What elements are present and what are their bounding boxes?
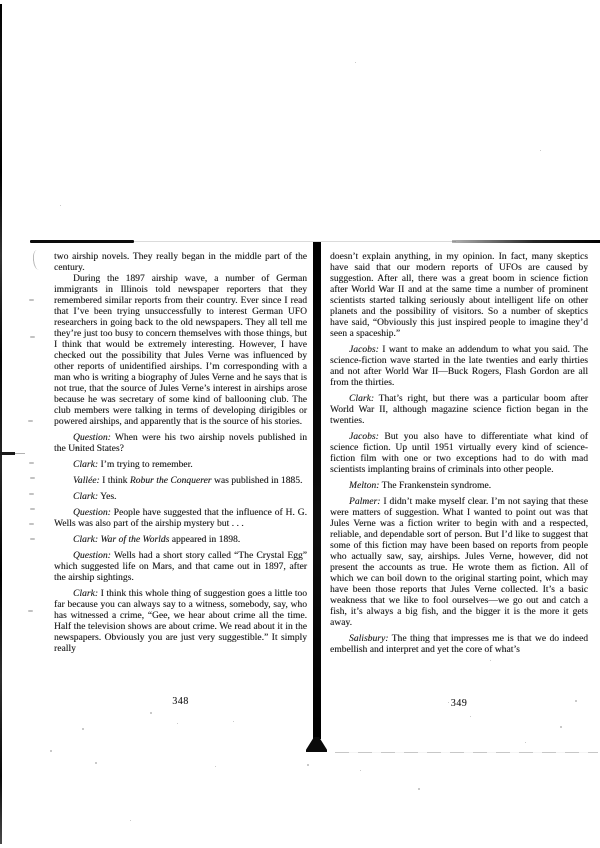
paragraph [330, 432, 588, 476]
margin-tick-mark [29, 493, 34, 495]
left-page-text [54, 252, 307, 655]
scan-bottom-edge-line [335, 752, 598, 753]
paragraph-italic-segment: Robur the Conquerer [129, 476, 212, 486]
paragraph-italic-segment: Question: [73, 433, 111, 443]
scan-speck [95, 762, 97, 764]
paragraph-italic-segment: Jacobs: [349, 432, 379, 442]
paragraph-italic-segment: Question: [73, 551, 111, 561]
scan-speck [150, 712, 152, 714]
margin-tick-mark [30, 538, 35, 540]
paragraph [54, 433, 307, 455]
scan-top-edge-line-right [452, 240, 600, 243]
paragraph-italic-segment: Melton: [349, 481, 380, 491]
scan-speck [50, 750, 52, 752]
paragraph-text-segment: I didn’t make myself clear. I’m not saying that these were matters of suggestion. What I wanted to point out was that Jules Verne was a fiction writer to begin with and a respected, reliable, and dependable sort of person. But I’d like to suggest that some of this fiction may have been based on reports from people who actually saw, say, airships. Jules Verne, however, did not present the accounts as true. He wrote them as fiction. All of which we can boil down to the original starting point, which may have been those reports that Jules Verne collected. It’s a basic weakness that we like to fool ourselves—we go out and catch a fish, it’s always a big fish, and the bigger it is the more it gets away. [330, 497, 588, 628]
scan-speck [418, 788, 420, 790]
paragraph [54, 476, 307, 487]
paragraph-italic-segment: Jacobs: [349, 345, 379, 355]
paragraph-text-segment: doesn’t explain anything, in my opinion. In fact, many skeptics have said that our modern reports of UFOs are caused by suggestion. After all, there was a great boom in science fiction after World War II and at the same time a number of prominent scientists started talking seriously about intelligent life on other planets and the possibility of visitors. So a number of skeptics have said, “Obviously this just inspired people to imagine they’d seen a spaceship.” [330, 252, 588, 339]
margin-tick-mark [30, 336, 35, 338]
paragraph [54, 535, 307, 546]
margin-tick-mark [74, 447, 79, 449]
margin-tick-mark [29, 462, 34, 464]
scan-speck [360, 770, 361, 771]
paragraph-italic-segment: Clark: [73, 460, 99, 470]
paragraph-text-segment: The thing that impresses me is that we do indeed embellish and interpret and yet the core of what’s [330, 634, 588, 655]
paragraph [54, 589, 307, 655]
scan-speck [82, 728, 84, 730]
paragraph [330, 394, 588, 427]
paragraph-text-segment: I want to make an addendum to what you said. The science-fiction wave started in the late twenties and early thirties and not after World War II—Buck Rogers, Flash Gordon are all from the thirties. [330, 345, 588, 388]
scan-speck [575, 700, 577, 702]
scan-speck [60, 205, 61, 206]
paragraph-text-segment: I’m trying to remember. [98, 460, 193, 470]
right-page-text [330, 252, 588, 656]
scan-speck [490, 660, 491, 661]
page-number-right: 349 [450, 698, 468, 709]
paragraph-text-segment: Wells had a short story called “The Crystal Egg” which suggested life on Mars, and that came out in 1897, after the airship sightings. [54, 551, 307, 583]
paragraph-text-segment: was published in 1885. [211, 476, 303, 486]
margin-mark-dash-tail [14, 453, 25, 454]
paragraph-text-segment: appeared in 1898. [169, 535, 241, 545]
paragraph-text-segment: two airship novels. They really began in the middle part of the century. [54, 252, 307, 273]
scan-top-edge-line-left [30, 240, 134, 243]
paragraph [330, 634, 588, 656]
scan-speck [130, 820, 131, 821]
scan-edge-strip [0, 4, 2, 844]
paragraph-italic-segment: Salisbury: [349, 634, 389, 644]
paragraph-italic-segment: Clark: [73, 492, 99, 502]
paragraph [54, 252, 307, 274]
paragraph [54, 508, 307, 530]
paragraph-italic-segment: Vallée: [73, 476, 100, 486]
scan-speck [540, 150, 541, 151]
margin-mark-curve [32, 250, 42, 271]
paragraph [54, 492, 307, 503]
margin-tick-mark [30, 477, 35, 479]
page-number-left: 348 [172, 696, 189, 707]
paragraph [330, 481, 588, 492]
paragraph-text-segment: When were his two airship novels published in the United States? [54, 433, 307, 454]
paragraph-text-segment: People have suggested that the influence of H. G. Wells was also part of the airship mystery but . . . [54, 508, 307, 529]
scan-speck [470, 716, 471, 717]
scan-speck [560, 726, 562, 728]
margin-mark-dash [0, 452, 15, 455]
paragraph-italic-segment: Palmer: [349, 497, 381, 507]
paragraph-italic-segment: Clark: [73, 589, 99, 599]
paragraph-italic-segment: Question: [73, 508, 111, 518]
margin-tick-mark [29, 299, 34, 301]
margin-tick-mark [28, 610, 33, 612]
scan-speck [448, 702, 449, 703]
paragraph-text-segment: The Frankenstein syndrome. [379, 481, 492, 491]
scan-speck [525, 742, 526, 743]
book-spine-shadow-foot [306, 737, 327, 752]
paragraph [54, 274, 307, 428]
paragraph-italic-segment: Clark: War of the Worlds [73, 535, 170, 545]
margin-tick-mark [29, 523, 34, 525]
paragraph-text-segment: During the 1897 airship wave, a number of German immigrants in Illinois told newspaper reporters that they remembered similar reports from their country. Ever since I read that I’ve been trying unsuccessfully to interest German UFO researchers in going back to the old newspapers. They all tell me they’re just too busy to concern themselves with those things, but I think that would be extremely interesting. However, I have checked out the possibility that Jules Verne was influenced by other reports of unidentified airships. I’m corresponding with a man who is writing a biography of Jules Verne and he says that is not true, that the source of Jules Verne’s interest in airships arose because he was secretary of some kind of ballooning club. The club members were talking in terms of developing dirigibles or powered airships, and apparently that is the source of his stories. [54, 274, 307, 427]
paragraph-text-segment: Yes. [98, 492, 117, 502]
scan-speck [177, 723, 178, 724]
paragraph-text-segment: But you also have to differentiate what kind of science fiction. Up until 1951 virtually every kind of science-fiction film with one or two exceptions had to do with mad scientists implanting brains of criminals into other people. [330, 432, 588, 475]
scan-speck [215, 766, 216, 767]
paragraph [330, 345, 588, 389]
paragraph-italic-segment: Clark: [349, 394, 375, 404]
paragraph-text-segment: I think [99, 476, 130, 486]
book-spine-shadow [313, 242, 321, 739]
paragraph [330, 252, 588, 340]
scan-speck [307, 764, 309, 766]
paragraph [330, 497, 588, 629]
scan-speck [233, 721, 234, 722]
scan-top-edge-line-middle [130, 241, 456, 242]
scan-speck [355, 62, 356, 63]
paragraph-text-segment: That’s right, but there was a particular boom after World War II, although magazine science fiction began in the twenties. [330, 394, 588, 426]
margin-tick-mark [30, 508, 35, 510]
paragraph-text-segment: I think this whole thing of suggestion goes a little too far because you can always say to a witness, somebody, say, who has witnessed a crime, “Gee, we hear about crime all the time. Half the television shows are about crime. We read about it in the newspapers. Obviously you are just very suggestible.” It simply really [54, 589, 307, 654]
margin-tick-mark [28, 420, 33, 422]
paragraph [54, 460, 307, 471]
paragraph [54, 551, 307, 584]
